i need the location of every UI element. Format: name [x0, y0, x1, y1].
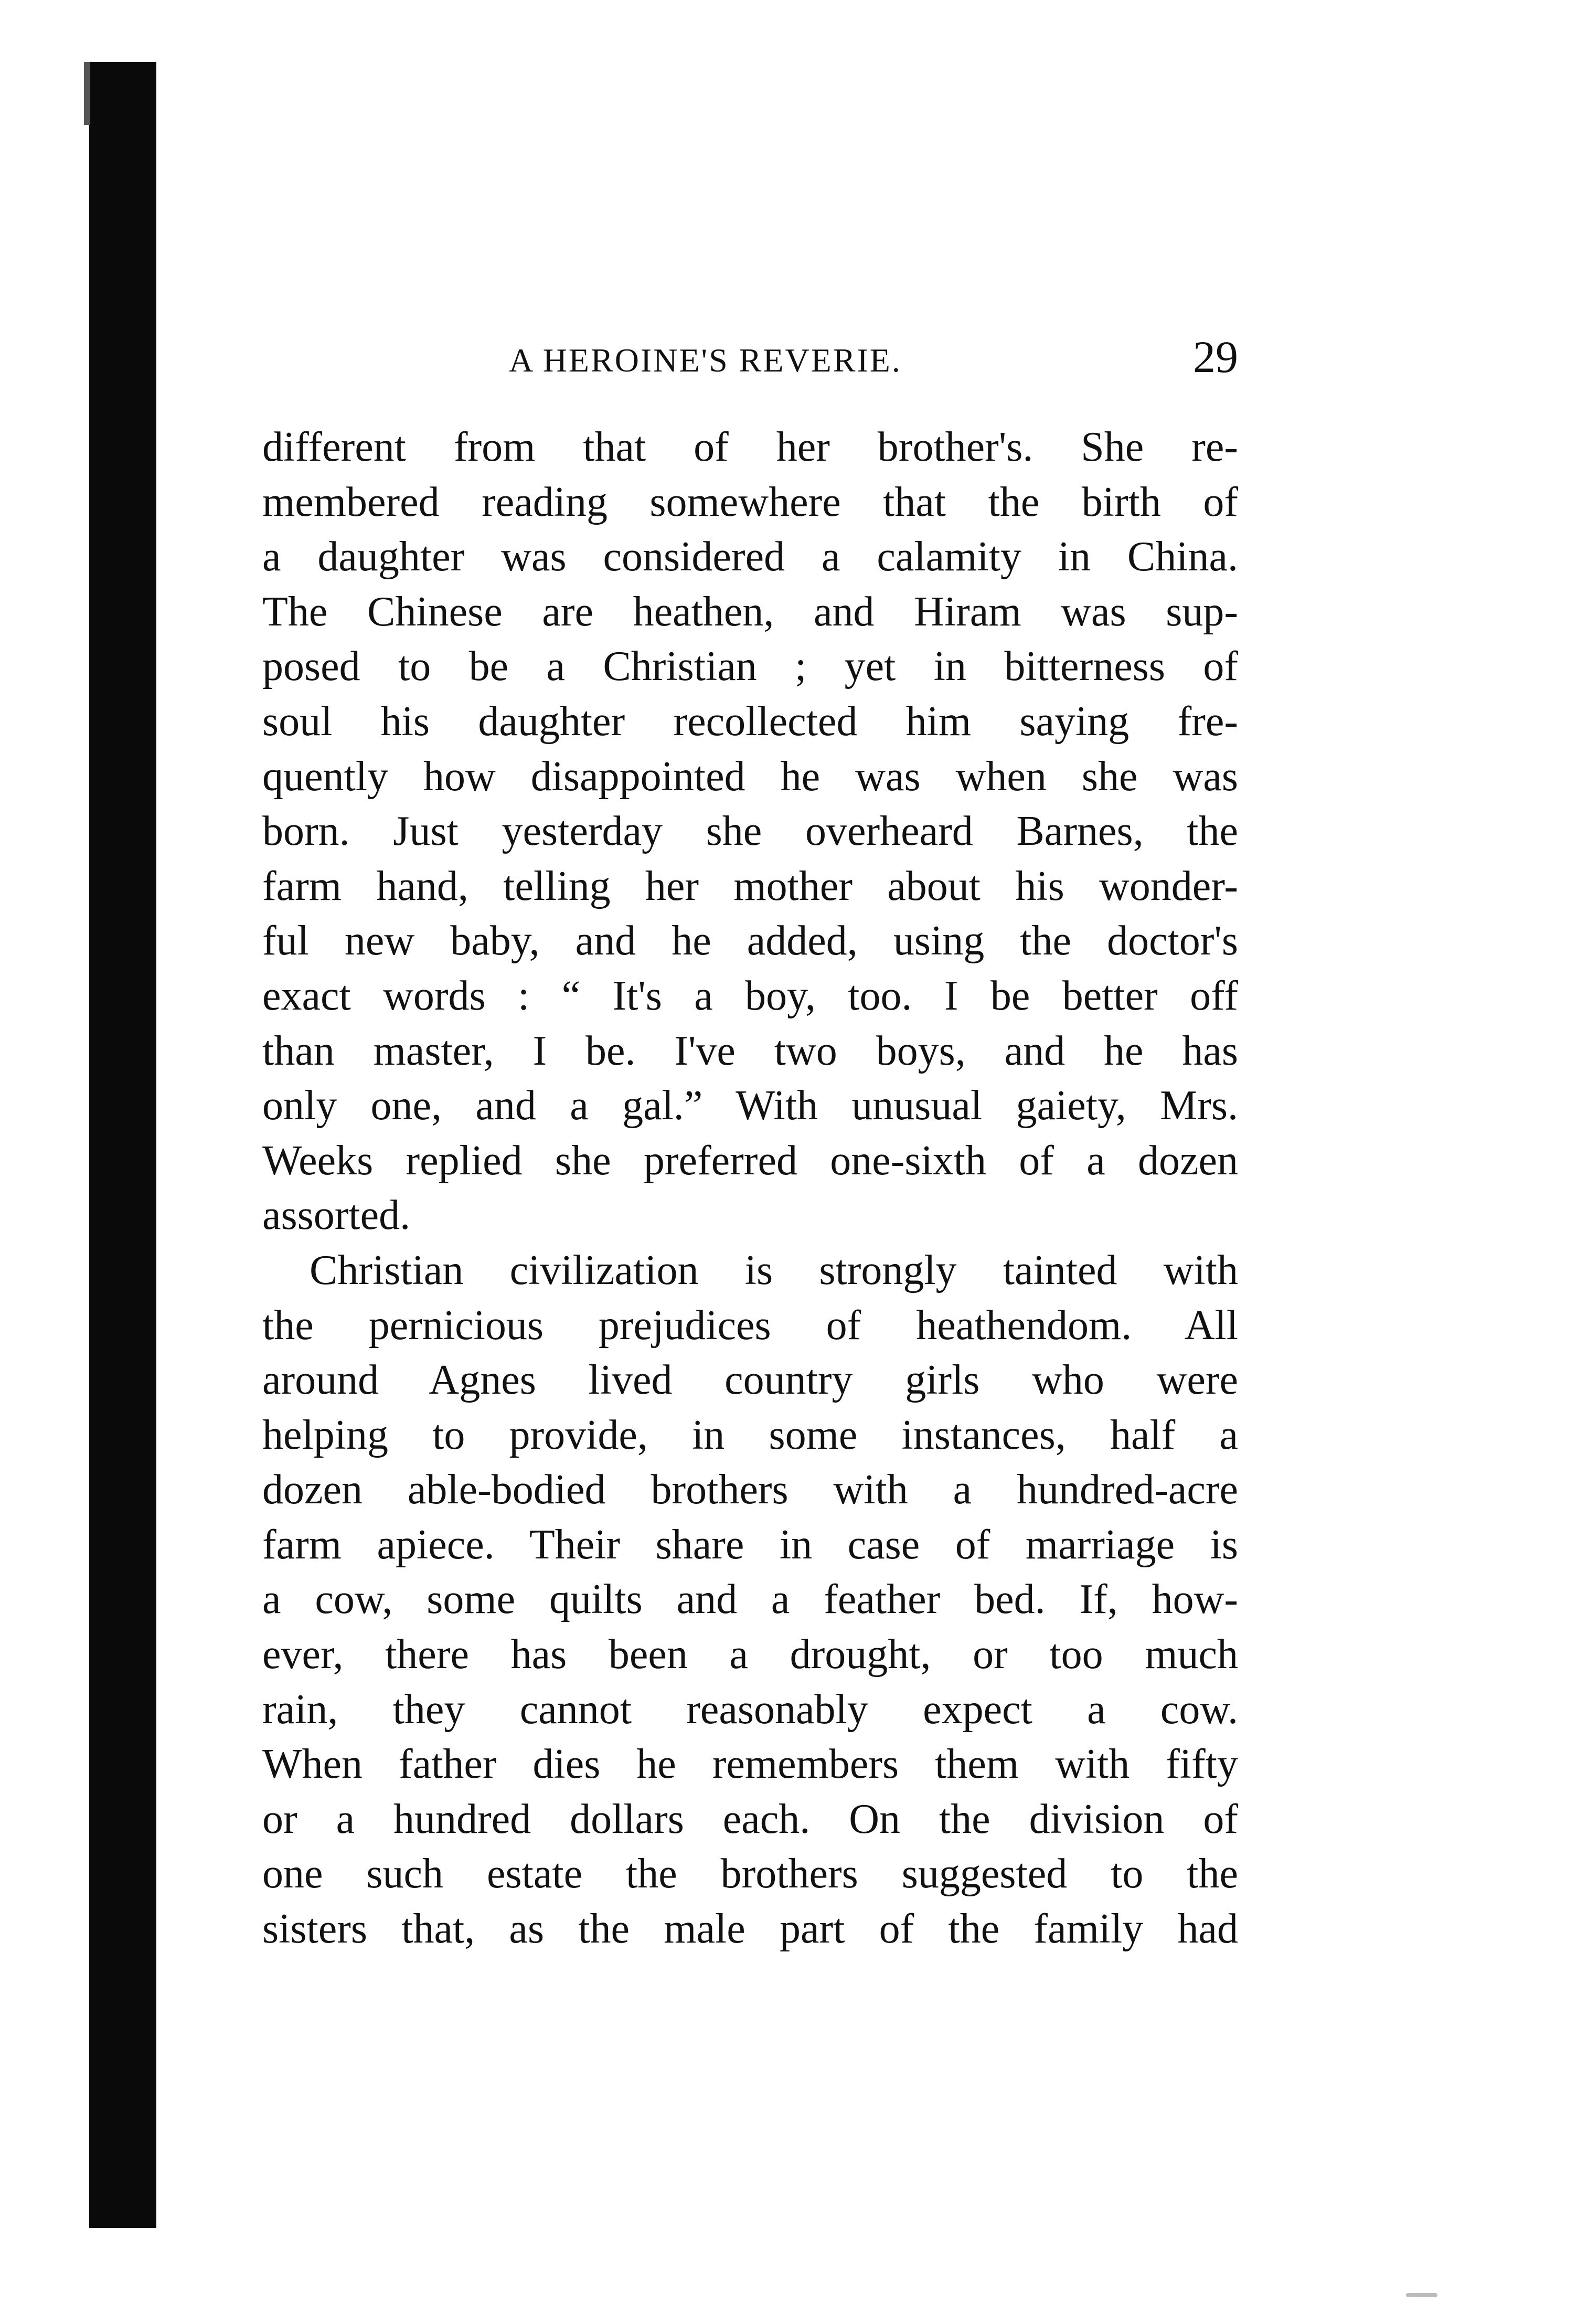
- text-line: posed to be a Christian ; yet in bitterness of: [262, 643, 1238, 690]
- page-number: 29: [1193, 332, 1238, 382]
- text-line: The Chinese are heathen, and Hiram was sup-: [262, 588, 1238, 635]
- text-line: dozen able-bodied brothers with a hundred-acre: [262, 1467, 1238, 1513]
- book-spine-shadow: [89, 62, 156, 2228]
- text-line: farm apiece. Their share in case of marriage is: [262, 1521, 1238, 1568]
- paragraph-2: [262, 1243, 1238, 1957]
- text-line: quently how disappointed he was when she was: [262, 753, 1238, 800]
- text-line: a cow, some quilts and a feather bed. If, how-: [262, 1576, 1238, 1623]
- text-line: exact words : “ It's a boy, too. I be better off: [262, 972, 1238, 1019]
- text-line: the pernicious prejudices of heathendom. All: [262, 1302, 1238, 1349]
- body-text: [262, 420, 1238, 1957]
- text-line: Weeks replied she preferred one-sixth of a dozen: [262, 1137, 1238, 1184]
- text-line: born. Just yesterday she overheard Barnes, the: [262, 808, 1238, 855]
- text-line: ful new baby, and he added, using the doctor's: [262, 918, 1238, 964]
- text-line: assorted.: [262, 1192, 411, 1239]
- text-line: a daughter was considered a calamity in China.: [262, 534, 1238, 580]
- scan-smudge: [1406, 2293, 1437, 2297]
- text-line: only one, and a gal.” With unusual gaiety, Mrs.: [262, 1083, 1238, 1129]
- spine-edge-mark: [84, 62, 90, 125]
- text-line: or a hundred dollars each. On the division of: [262, 1796, 1238, 1842]
- text-line: farm hand, telling her mother about his wonder-: [262, 863, 1238, 909]
- text-line: than master, I be. I've two boys, and he has: [262, 1027, 1238, 1074]
- text-line: soul his daughter recollected him saying fre-: [262, 698, 1238, 745]
- text-line: one such estate the brothers suggested to the: [262, 1851, 1238, 1897]
- text-line: around Agnes lived country girls who were: [262, 1357, 1238, 1404]
- running-title: A HEROINE'S REVERIE.: [509, 342, 902, 379]
- text-line: Christian civilization is strongly tainted with: [310, 1247, 1238, 1293]
- running-head: [262, 331, 1249, 383]
- text-line: sisters that, as the male part of the family had: [262, 1906, 1238, 1952]
- text-line: helping to provide, in some instances, half a: [262, 1412, 1238, 1458]
- text-line: different from that of her brother's. She re-: [262, 424, 1238, 470]
- text-line: rain, they cannot reasonably expect a cow.: [262, 1686, 1238, 1733]
- text-line: When father dies he remembers them with fifty: [262, 1741, 1238, 1788]
- paragraph-1: [262, 420, 1238, 1243]
- text-line: membered reading somewhere that the birth of: [262, 479, 1238, 525]
- text-line: ever, there has been a drought, or too much: [262, 1631, 1238, 1678]
